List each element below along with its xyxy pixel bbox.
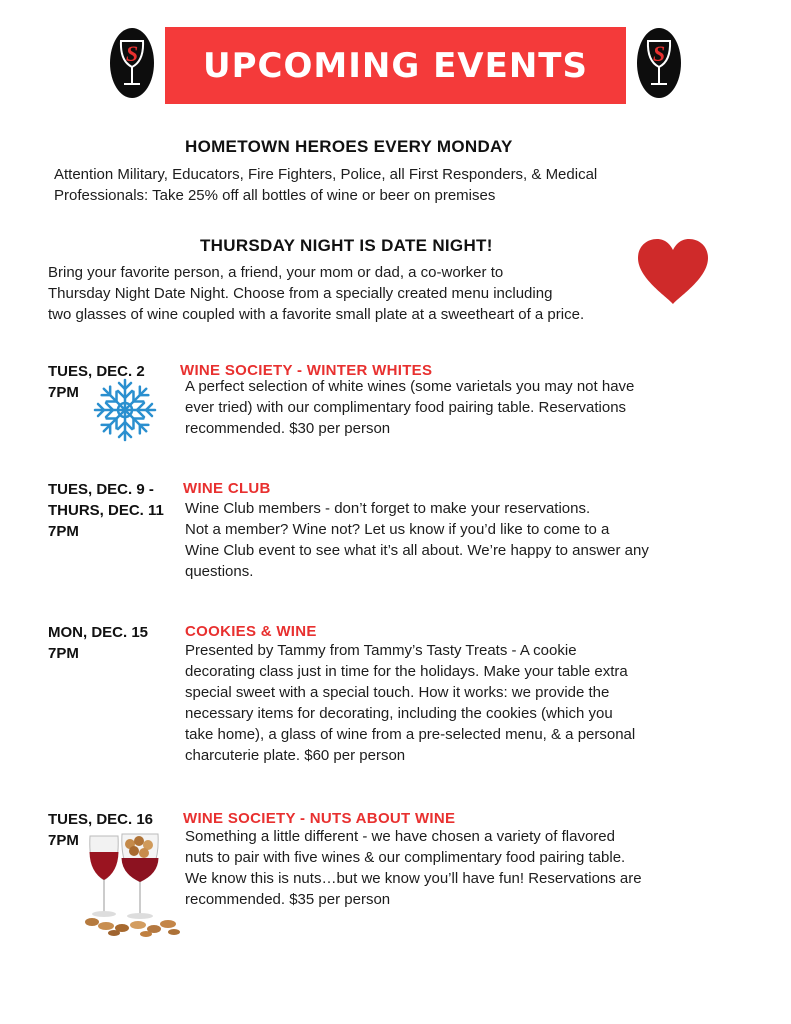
- promo-line: two glasses of wine coupled with a favorite small plate at a sweetheart of a price.: [48, 306, 585, 323]
- heart-icon: [636, 238, 710, 306]
- event-date-wine-club: TUES, DEC. 9 - THURS, DEC. 11 7PM: [48, 481, 164, 540]
- promo-heading-date-night: THURSDAY NIGHT IS DATE NIGHT!: [200, 236, 493, 255]
- event-date-nuts-about-wine: TUES, DEC. 16 7PM: [48, 811, 154, 849]
- promo-line: Professionals: Take 25% off all bottles of wine or beer on premises: [54, 187, 496, 204]
- event-line: take home), a glass of wine from a pre-selected menu, & a personal: [185, 726, 636, 743]
- event-line: Wine Club event to see what it’s all about. We’re happy to answer any: [185, 542, 649, 559]
- page-title: UPCOMING EVENTS: [203, 45, 588, 86]
- event-line: We know this is nuts…but we know you’ll have fun! Reservations are: [185, 870, 642, 887]
- event-line: recommended. $35 per person: [185, 891, 391, 908]
- event-desc-nuts-about-wine: [185, 826, 745, 910]
- event-desc-wine-club: [185, 498, 745, 582]
- event-line: special sweet with a special touch. How it works: we provide the: [185, 684, 610, 701]
- event-line: recommended. $30 per person: [185, 420, 391, 437]
- wine-logo-icon-right: [636, 27, 682, 99]
- event-title-cookies-wine: COOKIES & WINE: [185, 623, 317, 640]
- event-line: nuts to pair with five wines & our complimentary food pairing table.: [185, 849, 626, 866]
- wine-logo-icon-left: [109, 27, 155, 99]
- promo-line: Bring your favorite person, a friend, your mom or dad, a co-worker to: [48, 264, 504, 281]
- logo-letter: S: [652, 41, 666, 66]
- event-line: questions.: [185, 563, 254, 580]
- event-desc-cookies-wine: [185, 640, 745, 766]
- event-date-winter-whites: TUES, DEC. 2 7PM: [48, 363, 145, 401]
- promo-heading-hometown-heroes: HOMETOWN HEROES EVERY MONDAY: [185, 137, 513, 156]
- event-line: Wine Club members - don’t forget to make your reservations.: [185, 500, 591, 517]
- event-line: ever tried) with our complimentary food pairing table. Reservations: [185, 399, 627, 416]
- promo-text-hometown-heroes: [54, 164, 754, 206]
- promo-line: Thursday Night Date Night. Choose from a specially created menu including: [48, 285, 553, 302]
- event-date-cookies-wine: MON, DEC. 15 7PM: [48, 624, 149, 662]
- event-line: Presented by Tammy from Tammy’s Tasty Treats - A cookie: [185, 642, 577, 659]
- event-line: Something a little different - we have chosen a variety of flavored: [185, 828, 615, 845]
- snowflake-icon: [91, 376, 159, 444]
- logo-letter: S: [125, 41, 139, 66]
- wine-nuts-image: [82, 830, 184, 938]
- event-line: necessary items for decorating, including the cookies (which you: [185, 705, 613, 722]
- event-desc-winter-whites: [185, 376, 745, 439]
- promo-line: Attention Military, Educators, Fire Fighters, Police, all First Responders, & Medical: [54, 166, 598, 183]
- event-title-winter-whites: WINE SOCIETY - WINTER WHITES: [180, 362, 433, 379]
- event-line: Not a member? Wine not? Let us know if you’d like to come to a: [185, 521, 610, 538]
- event-line: decorating class just in time for the holidays. Make your table extra: [185, 663, 628, 680]
- event-title-nuts-about-wine: WINE SOCIETY - NUTS ABOUT WINE: [183, 810, 456, 827]
- page-title-banner: [165, 27, 626, 104]
- event-line: charcuterie plate. $60 per person: [185, 747, 406, 764]
- event-title-wine-club: WINE CLUB: [183, 480, 271, 497]
- event-line: A perfect selection of white wines (some varietals you may not have: [185, 378, 635, 395]
